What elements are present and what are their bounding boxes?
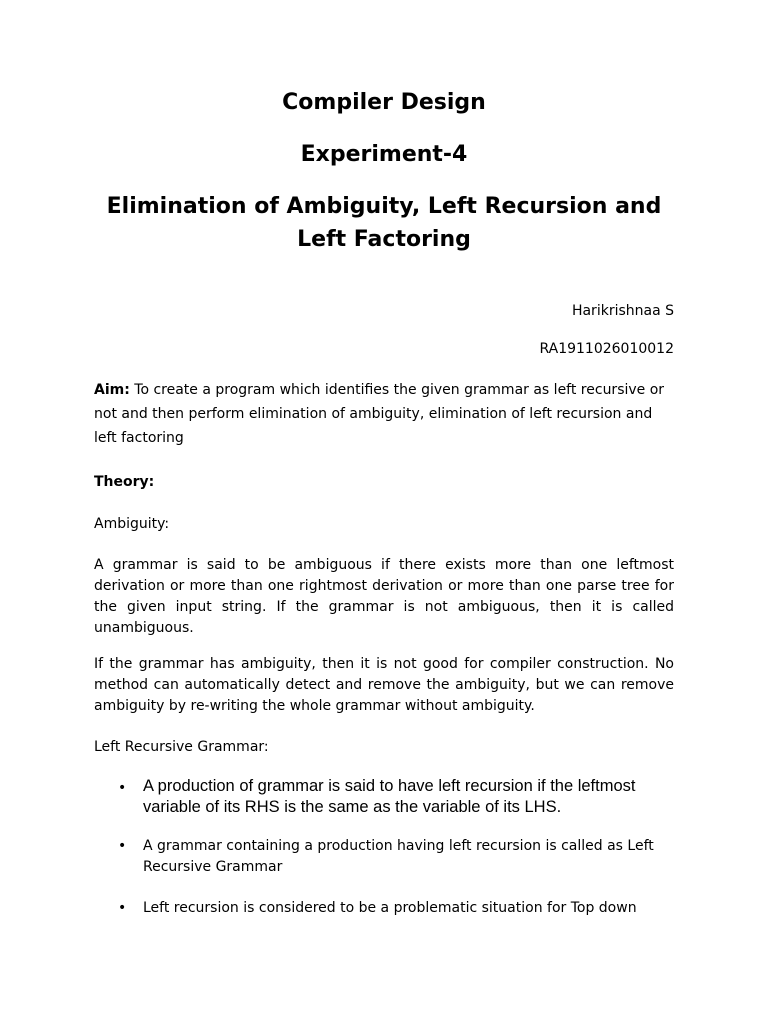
document-title: Compiler Design [282, 90, 486, 115]
left-recursive-heading: Left Recursive Grammar: [94, 739, 269, 755]
experiment-subtitle: Elimination of Ambiguity, Left Recursion and Left Factoring [106, 194, 662, 252]
aim-text: To create a program which identifies the given grammar as left recursive or not and then perform elimination of ambiguity, elimination of left recursion and left factoring [94, 382, 665, 446]
theory-heading: Theory: [94, 474, 155, 490]
bullet-icon: • [118, 838, 127, 854]
ambiguity-paragraph: If the grammar has ambiguity, then it is not good for compiler construction. No method can automatically detect and remove the ambiguity, but we can remove ambiguity by re-writing the whole grammar without ambiguity. [94, 656, 674, 714]
aim-paragraph [94, 378, 674, 450]
aim-label: Aim: [94, 382, 130, 398]
author-register-number: RA1911026010012 [539, 341, 674, 357]
bullet-icon: • [118, 780, 127, 796]
list-item-text: Left recursion is considered to be a problematic situation for Top down [143, 900, 637, 916]
list-item-text: A production of grammar is said to have left recursion if the leftmost variable of its RHS is the same as the variable of its LHS. [143, 777, 636, 816]
ambiguity-heading: Ambiguity: [94, 516, 170, 532]
author-name: Harikrishnaa S [571, 303, 674, 319]
list-item-text: A grammar containing a production having left recursion is called as Left Recursive Grammar [143, 838, 654, 875]
bullet-icon: • [118, 900, 127, 916]
experiment-number: Experiment-4 [300, 142, 468, 167]
ambiguity-paragraph: A grammar is said to be ambiguous if there exists more than one leftmost derivation or more than one rightmost derivation or more than one parse tree for the given input string. If the grammar is not ambiguous, then it is called unambiguous. [94, 557, 674, 636]
